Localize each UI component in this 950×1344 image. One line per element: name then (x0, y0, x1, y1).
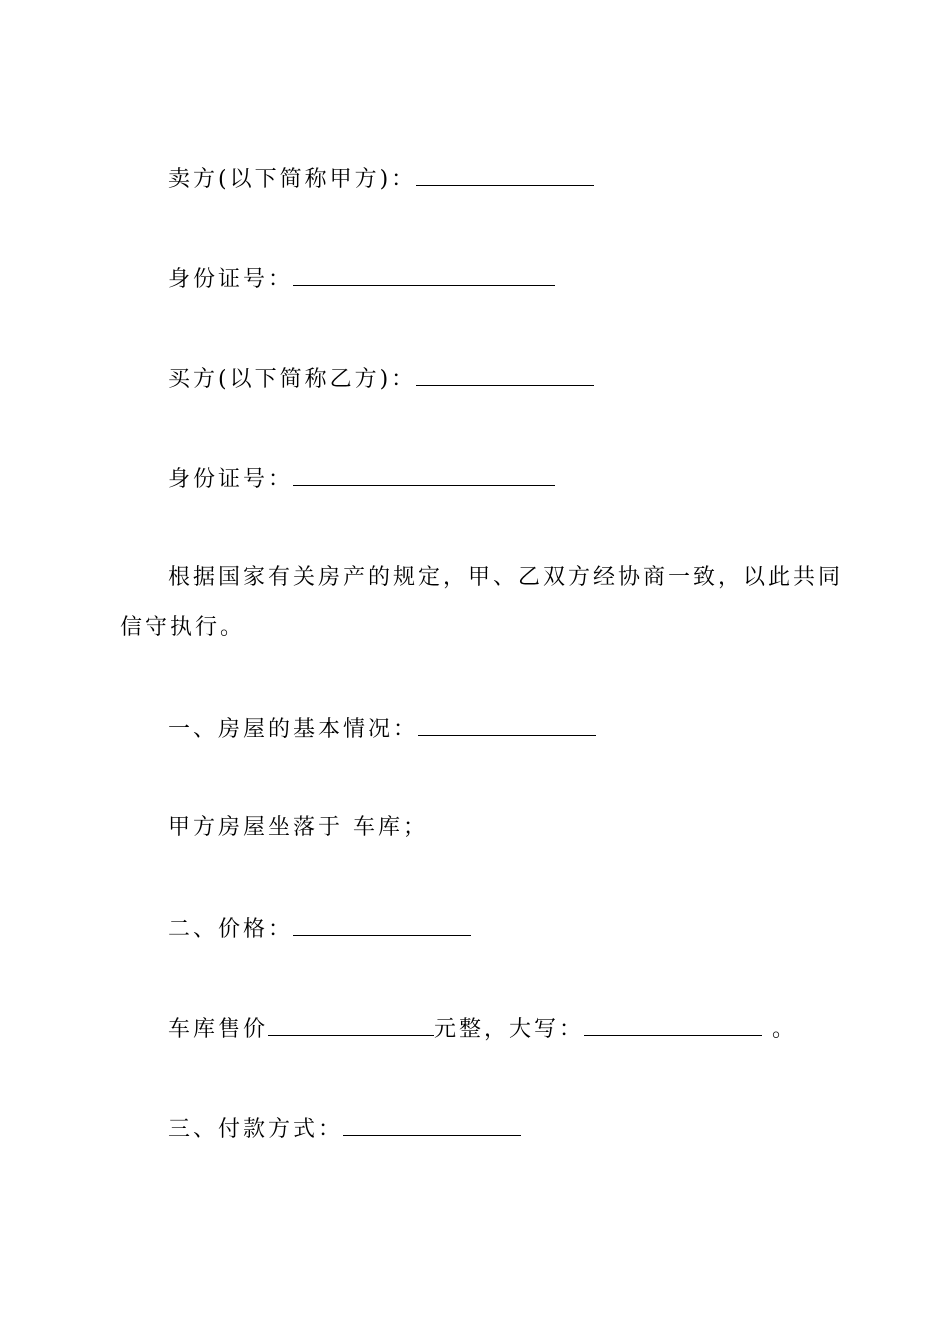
buyer-line (168, 363, 594, 395)
price-amount-blank (268, 1013, 434, 1036)
section3-blank (343, 1113, 521, 1136)
preamble-line-1 (168, 563, 843, 593)
preamble-line-2 (120, 613, 245, 643)
price-prefix: 车库售价 (168, 1017, 269, 1042)
section1-blank (418, 713, 596, 736)
section1-body-line (168, 813, 428, 843)
price-line (168, 1013, 797, 1045)
buyer-label: 买方(以下简称乙方)： (168, 367, 417, 392)
price-end: 。 (762, 1017, 798, 1042)
seller-id-label: 身份证号： (168, 267, 294, 292)
seller-line (168, 163, 594, 195)
section2-title: 二、价格： (168, 917, 294, 942)
section1-title-line (168, 713, 596, 745)
buyer-id-blank (293, 463, 555, 486)
preamble-text-2: 信守执行。 (120, 615, 246, 640)
price-words-blank (584, 1013, 762, 1036)
buyer-id-label: 身份证号： (168, 467, 294, 492)
section3-title-line (168, 1113, 521, 1145)
price-mid: 元整，大写： (434, 1017, 585, 1042)
seller-id-blank (293, 263, 555, 286)
seller-blank (416, 163, 594, 186)
section2-title-line (168, 913, 471, 945)
preamble-text-1: 根据国家有关房产的规定，甲、乙双方经协商一致，以此共同 (168, 565, 844, 590)
section1-body: 甲方房屋坐落于 车库； (168, 815, 428, 840)
seller-id-line (168, 263, 555, 295)
seller-label: 卖方(以下简称甲方)： (168, 167, 417, 192)
section1-title: 一、房屋的基本情况： (168, 717, 419, 742)
section3-title: 三、付款方式： (168, 1117, 344, 1142)
buyer-id-line (168, 463, 555, 495)
buyer-blank (416, 363, 594, 386)
section2-blank (293, 913, 471, 936)
